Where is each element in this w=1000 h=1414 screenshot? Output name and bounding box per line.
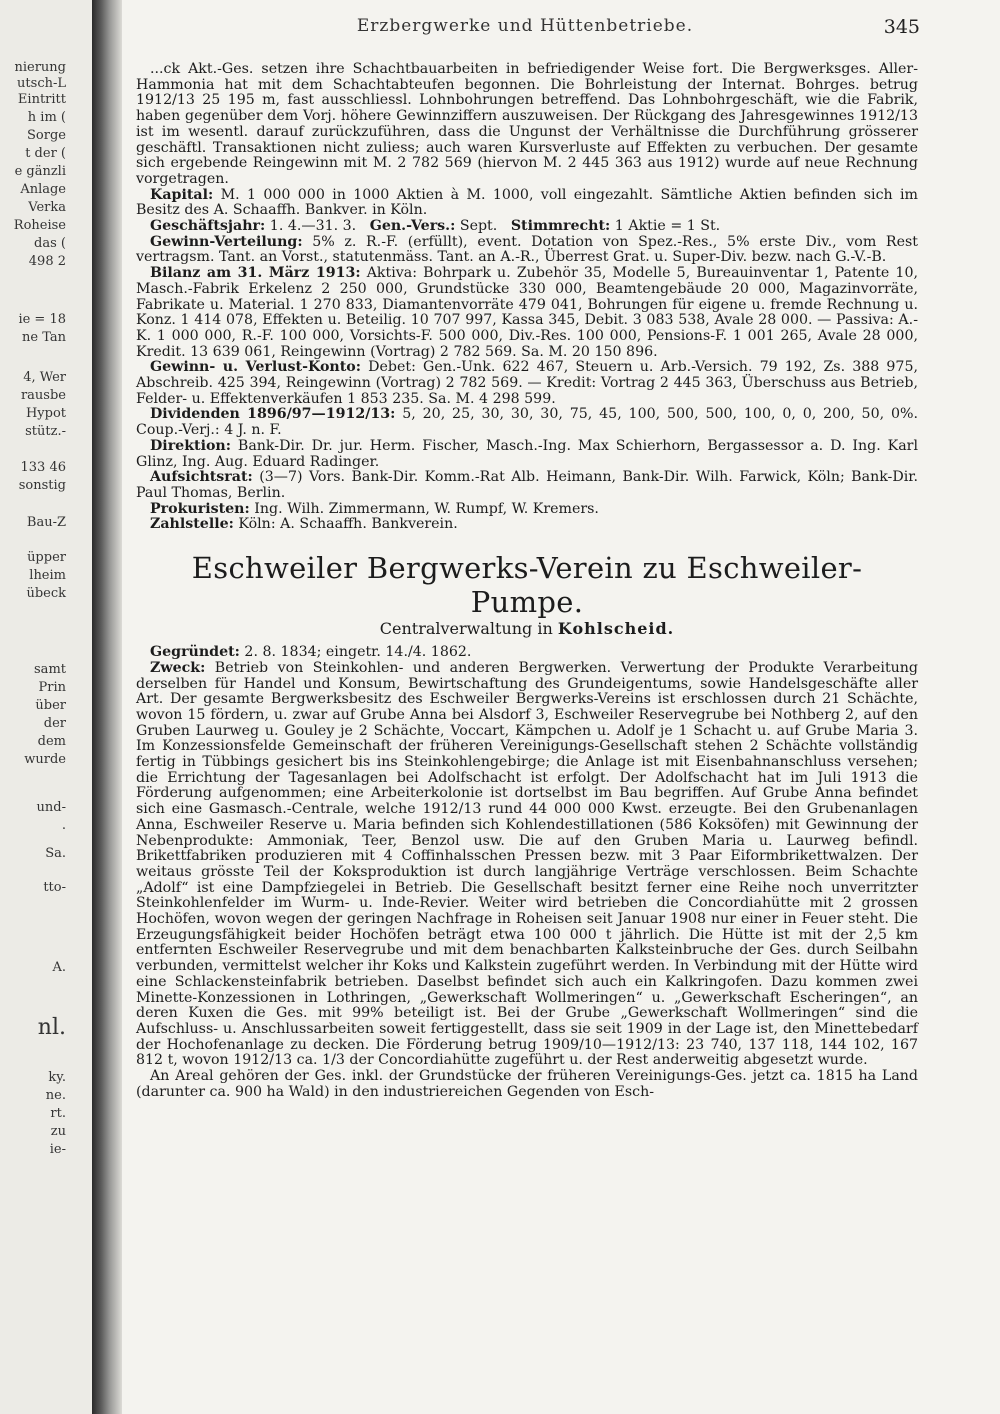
left-page-fragment: das (: [34, 236, 66, 251]
running-head: Erzbergwerke und Hüttenbetriebe.: [356, 16, 694, 36]
left-page-fragment: Anlage: [20, 182, 66, 197]
left-page-fragment: nierung: [14, 60, 66, 75]
management-entry: Direktion: Bank-Dir. Dr. jur. Herm. Fischer, Masch.-Ing. Max Schierhorn, Bergassessor a. D. Ing. Karl Glinz, Ing. Aug. Eduard Radinger.: [136, 437, 918, 470]
left-page-fragment: h im (: [27, 110, 66, 125]
section2-subtitle: Centralverwaltung in Kohlscheid.: [379, 619, 675, 639]
left-page-fragment: .: [61, 818, 66, 833]
left-page-fragment: rt.: [50, 1106, 66, 1121]
left-page-fragment: wurde: [24, 752, 66, 767]
profit-distribution-entry: Gewinn-Verteilung: 5% z. R.-F. (erfüllt), event. Dotation von Spez.-Res., 5% erste Div., vom Rest vertragsm. Tant. an Vorst., statutenmäss. Tant. an A.-R., Überrest Grat. u. Super-Div. bezw. nach G.-V.-B.: [136, 233, 918, 266]
left-page-fragment: über: [35, 698, 66, 713]
left-page-fragment: 498 2: [28, 254, 66, 269]
left-page-fragment: samt: [34, 662, 66, 677]
left-page-fragment: sonstig: [18, 478, 66, 493]
procurators-entry: Prokuristen: Ing. Wilh. Zimmermann, W. Rumpf, W. Kremers.: [150, 500, 599, 517]
area-entry: An Areal gehören der Ges. inkl. der Grundstücke der früheren Vereinigungs-Ges. jetzt ca. 1815 ha Land (darunter ca. 900 ha Wald) in den industriereichen Gegenden von Esch-: [136, 1068, 918, 1100]
section2-title: Eschweiler Bergwerks-Verein zu Eschweiler-Pumpe.: [191, 551, 863, 620]
left-page-fragment: ne.: [45, 1088, 66, 1103]
left-page-fragment: 4, Wer: [23, 370, 66, 385]
left-page-fragment: e gänzli: [14, 164, 66, 179]
left-page-fragment: utsch-L: [17, 76, 66, 91]
left-page-fragment: Verka: [28, 200, 66, 215]
left-page-fragment: stütz.-: [25, 424, 66, 439]
left-page-fragment: zu: [50, 1124, 66, 1139]
left-page-fragment: ie-: [49, 1142, 66, 1157]
founded-entry: Gegründet: 2. 8. 1834; eingetr. 14./4. 1862.: [150, 644, 472, 661]
left-page-fragment: Sorge: [27, 128, 66, 143]
left-page-fragment: Sa.: [45, 846, 66, 861]
left-page-fragment: ie = 18: [18, 312, 66, 327]
left-page-edge: [0, 0, 100, 1414]
left-page-fragment: Prin: [38, 680, 66, 695]
left-page-fragment: Bau-Z: [26, 515, 66, 530]
left-page-fragment: nl.: [37, 1015, 66, 1040]
left-page-fragment: ne Tan: [22, 330, 66, 345]
section1-intro: ...ck Akt.-Ges. setzen ihre Schachtbauarbeiten in befriedigender Weise fort. Die Bergwerksges. Aller-Hammonia hat mit dem Schachtabteufen begonnen. Die Bohrleistung der Internat. Bohrges. betrug 1912/13 25 195 m, fast ausschliessl. Lohnbohrungen betreffend. Das Lohnbohrgeschäft, wie die Fabrik, haben gegenüber dem Vorj. höhere Gewinnziffern auszuweisen. Der Rückgang des Jahresgewinnes 1912/13 ist im wesentl. darauf zurückzuführen, dass die Ungunst der Verhältnisse die Durchführung grösserer geschäftl. Transaktionen nicht zuliess; auch waren Kursverluste auf Effekten zu verbuchen. Der gesamte sich ergebende Reingewinn mit M. 2 782 569 (hiervon M. 2 445 363 aus 1912) wurde auf neue Rechnung vorgetragen.: [136, 61, 918, 187]
capital-entry: Kapital: M. 1 000 000 in 1000 Aktien à M. 1000, voll eingezahlt. Sämtliche Aktien befinden sich im Besitz des A. Schaaffh. Bankver. in Köln.: [136, 186, 918, 219]
left-page-fragment: rausbe: [20, 388, 66, 403]
left-page-fragment: lheim: [29, 568, 66, 583]
left-page-fragment: und-: [36, 800, 66, 815]
paying-agent-entry: Zahlstelle: Köln: A. Schaaffh. Bankverein.: [150, 516, 458, 533]
left-page-fragment: ky.: [48, 1070, 66, 1085]
page-header: [130, 16, 920, 44]
left-page-fragment: dem: [37, 734, 66, 749]
text-column: [136, 62, 918, 1100]
book-gutter: [92, 0, 122, 1414]
left-page-fragment: der: [43, 716, 66, 731]
left-page-fragment: üpper: [27, 550, 66, 565]
left-page-fragment: t der (: [25, 146, 66, 161]
profit-loss-entry: Gewinn- u. Verlust-Konto: Debet: Gen.-Unk. 622 467, Steuern u. Arb.-Versich. 79 192, Zs. 388 975, Abschreib. 425 394, Reingewinn (Vortrag) 2 782 569. — Kredit: Vortrag 2 445 363, Überschuss aus Betrieb, Felder- u. Effektenverkäufen 1 853 235. Sa. M. 4 298 599.: [136, 359, 918, 407]
dividends-entry: Dividenden 1896/97—1912/13: 5, 20, 25, 30, 30, 30, 75, 45, 100, 500, 500, 100, 0, 0, 200, 50, 0%. Coup.-Verj.: 4 J. n. F.: [136, 406, 918, 439]
fiscal-entry: Geschäftsjahr: 1. 4.—31. 3. Gen.-Vers.: Sept. Stimmrecht: 1 Aktie = 1 St.: [150, 218, 721, 235]
supervisory-board-entry: Aufsichtsrat: (3—7) Vors. Bank-Dir. Komm.-Rat Alb. Heimann, Bank-Dir. Wilh. Farwick, Köln; Bank-Dir. Paul Thomas, Berlin.: [136, 469, 918, 501]
page-number: 345: [883, 16, 920, 38]
left-page-fragment: übeck: [26, 586, 66, 601]
balance-sheet-entry: Bilanz am 31. März 1913: Aktiva: Bohrpark u. Zubehör 35, Modelle 5, Bureauinventar 1, Patente 10, Masch.-Fabrik Erkelenz 2 250 000, Grundstücke 330 000, Beamtengebäude 20 000, Magazinvorräte, Fabrikate u. Material. 1 270 833, Diamantenvorräte 479 041, Bohrungen für eigene u. fremde Rechnung u. Konz. 1 414 078, Effekten u. Beteilig. 10 707 997, Kassa 345, Debit. 3 083 538, Avale 28 000. — Passiva: A.-K. 1 000 000, R.-F. 100 000, Vorsichts-F. 500 000, Div.-Res. 100 000, Pensions-F. 1 001 265, Avale 28 000, Kredit. 13 639 061, Reingewinn (Vortrag) 2 782 569. Sa. M. 20 150 896.: [136, 265, 918, 360]
left-page-fragment: tto-: [43, 880, 66, 895]
left-page-fragment: Roheise: [13, 218, 66, 233]
purpose-entry: Zweck: Betrieb von Steinkohlen- und anderen Bergwerken. Verwertung der Produkte Verarbeitung derselben für Handel und Konsum, Bewirtschaftung des Grundeigentums, sowie Handelsgeschäfte aller Art. Der gesamte Bergwerksbesitz des Eschweiler Bergwerks-Vereins ist erschlossen durch 21 Schächte, wovon 15 fördern, u. zwar auf Grube Anna bei Alsdorf 3, Eschweiler Reservegrube bei Nothberg 2, auf den Gruben Laurweg u. Gouley je 2 Schächte, Voccart, Kämpchen u. Adolf je 1 Schacht u. auf Grube Maria 3. Im Konzessionsfelde Gemeinschaft der früheren Vereinigungs-Gesellschaft stehen 2 Schächte vollständig fertig in Tübbings gesichert bis ins Steinkohlengebirge; die Anlage ist mit Eisenbahnanschluss versehen; die Errichtung der Tagesanlagen bei Adolfschacht ist erfolgt. Der Adolfschacht hat im Juli 1913 die Förderung aufgenommen; eine Arbeiterkolonie ist dortselbst im Bau begriffen. Auf Grube Anna befindet sich eine Gasmasch.-Centrale, welche 1912/13 rund 44 000 000 Kwst. erzeugte. Bei den Grubenanlagen Anna, Eschweiler Reserve u. Maria befinden sich Kohlendestillationen (586 Koksöfen) mit Gewinnung der Nebenprodukte: Ammoniak, Teer, Benzol usw. Die auf den Gruben Maria u. Laurweg befindl. Brikettfabriken produzieren mit 4 Coffinhalsschen Pressen bezw. mit 3 Paar Eiformbrikettwalzen. Der weitaus grösste Teil der Koksproduktion ist durch langjährige Verträge verschlossen. Beim Schachte „Adolf“ ist eine Dampfziegelei in Betrieb. Die Gesellschaft besitzt ferner eine Reihe noch unverritzter Steinkohlenfelder im Wurm- u. Inde-Revier. Weiter wird betrieben die Concordiahütte mit 2 grossen Hochöfen, wovon wegen der geringen Nachfrage in Roheisen seit Januar 1908 nur einer in Feuer steht. Die Erzeugungsfähigkeit beider Hochöfen beträgt etwa 100 000 t jährlich. Die Hütte ist mit der 2,5 km entfernten Eschweiler Reservegrube und mit dem benachbarten Kalksteinbruche der Ges. durch Seilbahn verbunden, vermittelst welcher ihr Koks und Kalkstein zugeführt werden. In Verbindung mit der Hütte wird eine Schlackensteinfabrik betrieben. Daselbst befindet sich auch ein Kalkringofen. Dazu kommen zwei Minette-Konzessionen in Lothringen, „Gewerkschaft Wollmeringen“ u. „Gewerkschaft Escheringen“, an deren Kuxen die Ges. mit 99% beteiligt ist. Bei der Grube „Gewerkschaft Wollmeringen“ sind die Aufschluss- u. Anschlussarbeiten soweit fertiggestellt, dass sie seit 1909 in der Lage ist, den Minettebedarf der Hochofenanlage zu decken. Die Förderung betrug 1909/10—1912/13: 23 740, 137 118, 144 102, 167 812 t, wovon 1912/13 ca. 1/3 der Concordiahütte zugeführt u. der Rest anderweitig abgesetzt wurde.: [136, 659, 918, 1069]
left-page-fragment: A.: [52, 960, 66, 975]
left-page-fragment: Hypot: [25, 406, 66, 421]
left-page-fragment: Eintritt: [17, 92, 66, 107]
left-page-fragment: 133 46: [20, 460, 66, 475]
book-page: [130, 0, 930, 1414]
